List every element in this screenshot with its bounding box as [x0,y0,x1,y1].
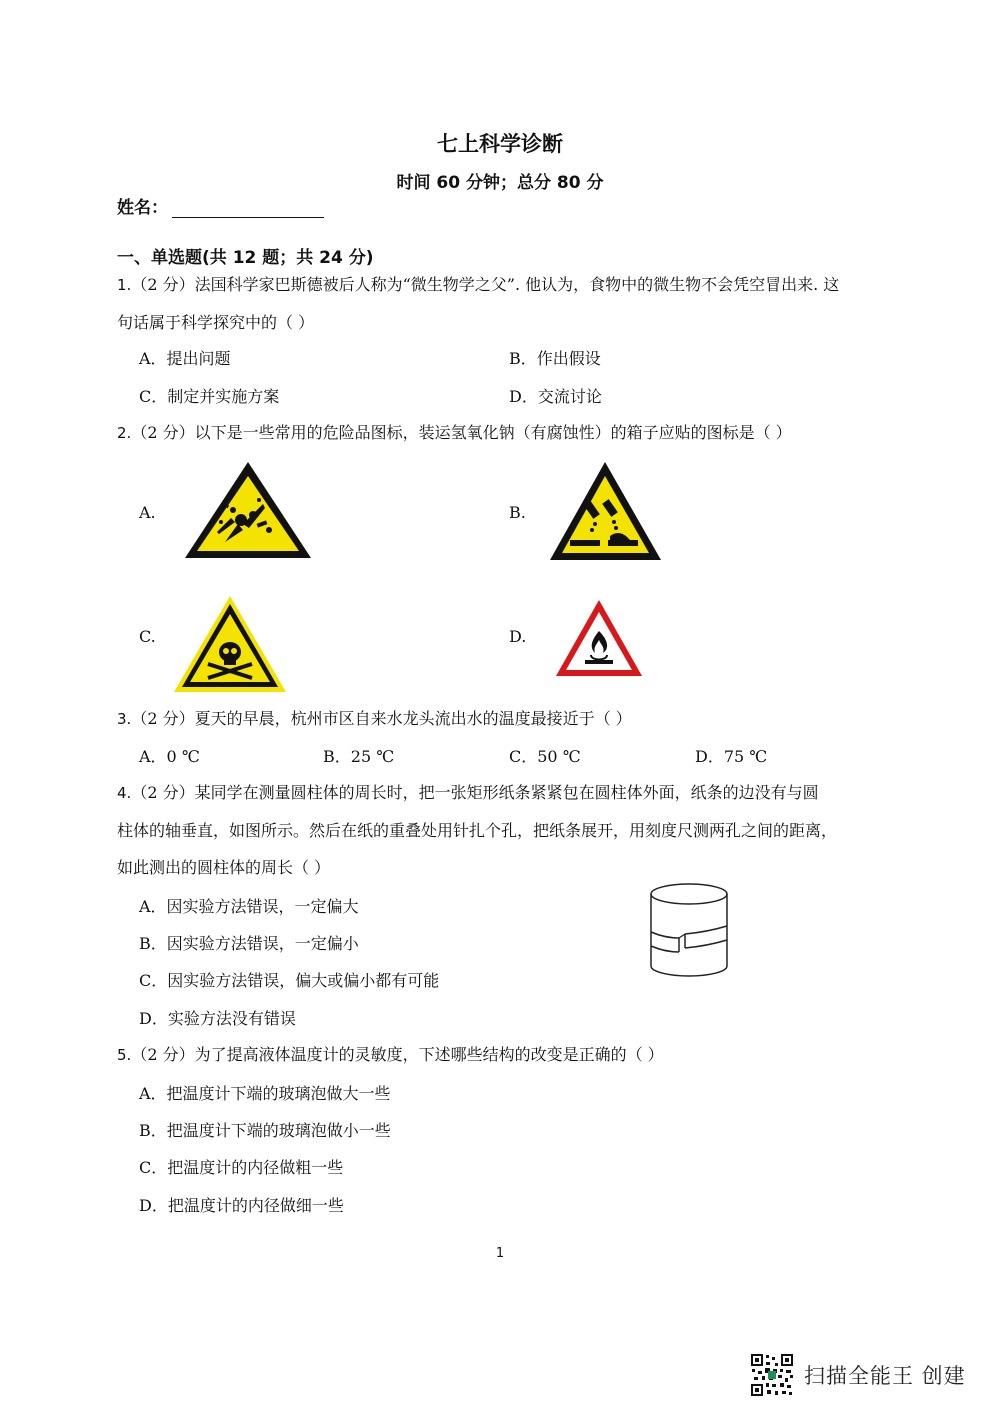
option-b[interactable]: B．因实验方法错误，一定偏小 [139,934,359,953]
option-c[interactable]: C．50 ℃ [509,747,581,766]
toxic-icon[interactable] [172,594,288,694]
option-d[interactable]: D．实验方法没有错误 [139,1009,296,1028]
question-number: 5. [117,1046,132,1064]
question-text-cont: 如此测出的圆柱体的周长（ ） [117,858,331,877]
option-d[interactable]: D．交流讨论 [509,387,602,406]
question-text-cont: 句话属于科学探究中的（ ） [117,313,315,332]
question-text: （2 分）夏天的早晨，杭州市区自来水龙头流出水的温度最接近于（ ） [131,709,632,728]
cylinder-diagram [645,880,733,980]
option-c[interactable]: C．制定并实施方案 [139,387,280,406]
question-2 [117,414,897,452]
explosive-icon[interactable] [183,460,313,560]
question-number: 3. [117,710,132,728]
name-row [117,193,324,218]
question-1 [117,266,897,341]
section-heading: 一、单选题(共 12 题；共 24 分) [117,248,374,268]
option-a[interactable]: A．提出问题 [139,349,231,368]
page-number: 1 [495,1246,505,1261]
option-a[interactable]: A．把温度计下端的玻璃泡做大一些 [139,1084,391,1103]
question-text: （2 分）以下是一些常用的危险品图标，装运氢氧化钠（有腐蚀性）的箱子应贴的图标是（ ） [131,423,792,442]
question-5 [117,1036,897,1074]
option-d[interactable]: D．75 ℃ [695,747,768,766]
question-text: （2 分）为了提高液体温度计的灵敏度，下述哪些结构的改变是正确的（ ） [131,1045,664,1064]
option-d[interactable]: D. [509,627,527,646]
option-c[interactable]: C. [139,627,156,646]
option-b[interactable]: B．25 ℃ [323,747,395,766]
page-title: 七上科学诊断 [437,132,563,156]
question-number: 2. [117,424,132,442]
option-d[interactable]: D．把温度计的内径做细一些 [139,1196,344,1215]
question-text: （2 分）某同学在测量圆柱体的周长时，把一张矩形纸条紧紧包在圆柱体外面，纸条的边没有与圆 [131,783,819,802]
option-b[interactable]: B. [509,503,526,522]
scanner-watermark [750,1353,966,1397]
name-label: 姓名： [117,198,168,218]
option-b[interactable]: B．作出假设 [509,349,601,368]
scanner-text: 扫描全能王 创建 [804,1364,966,1388]
question-text: （2 分）法国科学家巴斯德被后人称为“微生物学之父”. 他认为，食物中的微生物不会凭空冒出来. 这 [131,275,840,294]
qr-code-icon [750,1353,794,1397]
flammable-icon[interactable] [553,597,645,679]
question-3 [117,700,897,738]
option-a[interactable]: A. [139,503,156,522]
option-c[interactable]: C．因实验方法错误，偏大或偏小都有可能 [139,971,440,990]
option-b[interactable]: B．把温度计下端的玻璃泡做小一些 [139,1121,391,1140]
question-number: 4. [117,784,132,802]
option-c[interactable]: C．把温度计的内径做粗一些 [139,1158,344,1177]
option-a[interactable]: A．因实验方法错误，一定偏大 [139,897,359,916]
option-a[interactable]: A．0 ℃ [139,747,200,766]
question-4 [117,774,897,886]
corrosive-icon[interactable] [548,460,663,562]
question-text-cont: 柱体的轴垂直，如图所示。然后在纸的重叠处用针扎个孔，把纸条展开，用刻度尺测两孔之间的距离， [117,821,838,840]
name-blank[interactable] [172,199,324,218]
exam-info: 时间 60 分钟；总分 80 分 [396,173,604,193]
question-number: 1. [117,276,132,294]
